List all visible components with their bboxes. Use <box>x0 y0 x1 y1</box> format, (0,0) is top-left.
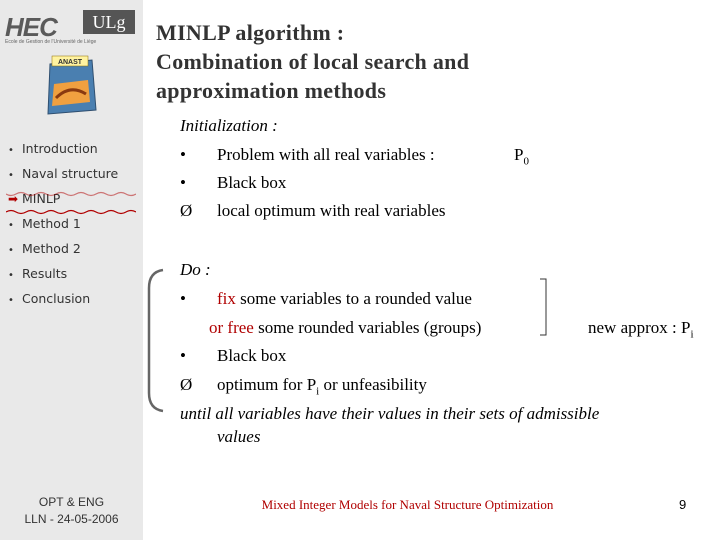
footer-title: Mixed Integer Models for Naval Structure Optimization <box>261 497 554 512</box>
do-line-3-text: Black box <box>217 346 287 365</box>
init-bullet-2-text: Black box <box>217 173 287 192</box>
bullet-icon: • <box>8 220 14 231</box>
nav-item-results[interactable] <box>8 265 67 283</box>
nav-item-introduction[interactable] <box>8 140 98 158</box>
footer-left-line1: OPT & ENG <box>38 495 105 509</box>
init-heading: Initialization : <box>180 116 278 135</box>
active-underline-bottom <box>6 191 136 197</box>
ulg-logo-badge: ULg <box>83 10 135 34</box>
init-bullet-3-text: local optimum with real variables <box>217 201 446 220</box>
title-line-1: MINLP algorithm : <box>156 20 345 45</box>
title-line-2: Combination of local search and <box>156 49 470 74</box>
nav-item-conclusion[interactable] <box>8 290 90 308</box>
bullet-icon: • <box>8 145 14 156</box>
title-line-3: approximation methods <box>156 78 387 103</box>
page-number: 9 <box>679 497 687 512</box>
nav-item-label: Introduction <box>22 141 98 156</box>
hec-logo-text: HEC <box>5 12 57 42</box>
nav-item-method-1[interactable] <box>8 215 81 233</box>
arrow-right-icon: ➡ <box>8 192 19 206</box>
right-bracket <box>538 278 552 336</box>
init-bullet-3 <box>180 200 446 222</box>
bullet-icon: • <box>8 170 14 181</box>
nav-item-label: Results <box>22 266 68 281</box>
do-line-1-text: some variables to a rounded value <box>235 289 472 308</box>
anast-label: ANAST <box>57 59 83 66</box>
until-line-1: until all variables have their values in their sets of admissible <box>180 404 600 423</box>
anast-logo <box>40 54 100 120</box>
p0-label: $P_0$ <box>514 145 529 168</box>
logo-subtitle: Ecole de Gestion de l'Université de Liège <box>5 39 97 45</box>
bullet-icon: • <box>180 289 186 308</box>
new-approx-label: new approx : $P_i$ <box>588 318 694 341</box>
nav-item-label: Method 1 <box>22 216 81 231</box>
bullet-icon: • <box>180 173 186 192</box>
do-heading: Do : <box>180 260 211 279</box>
hec-ulg-logo <box>5 8 138 50</box>
bullet-icon: • <box>8 270 14 281</box>
bullet-icon: • <box>8 295 14 306</box>
arrowhead-bullet-icon: Ø <box>180 201 193 220</box>
active-underline-top <box>6 209 136 215</box>
loop-brace <box>145 268 165 413</box>
nav-item-label: Naval structure <box>22 166 119 181</box>
bullet-icon: • <box>180 346 186 365</box>
init-bullet-2 <box>180 172 286 194</box>
slide-title <box>156 18 469 105</box>
nav-item-naval-structure[interactable] <box>8 165 118 183</box>
fix-keyword: fix <box>217 289 236 308</box>
bullet-icon: • <box>180 145 186 164</box>
init-bullet-1-text: Problem with all real variables : <box>217 145 435 164</box>
do-line-2 <box>209 317 481 339</box>
do-line-1 <box>180 288 472 310</box>
do-line-3 <box>180 345 286 367</box>
nav-item-label: Method 2 <box>22 241 81 256</box>
nav-item-label: MINLP <box>22 191 61 206</box>
footer-left-line2: LLN - 24-05-2006 <box>24 512 119 526</box>
sidebar <box>0 0 143 540</box>
do-line-2-text: some rounded variables (groups) <box>253 318 482 337</box>
until-line-2: values <box>217 427 261 446</box>
or-free-keyword: or free <box>209 318 254 337</box>
arrowhead-bullet-icon: Ø <box>180 375 193 394</box>
nav-item-label: Conclusion <box>22 291 91 306</box>
do-line-4: Ø optimum for $P_i$ or unfeasibility <box>180 375 427 398</box>
nav-item-method-2[interactable] <box>8 240 81 258</box>
init-bullet-1 <box>180 144 435 166</box>
bullet-icon: • <box>8 245 14 256</box>
footer-left <box>0 494 143 528</box>
